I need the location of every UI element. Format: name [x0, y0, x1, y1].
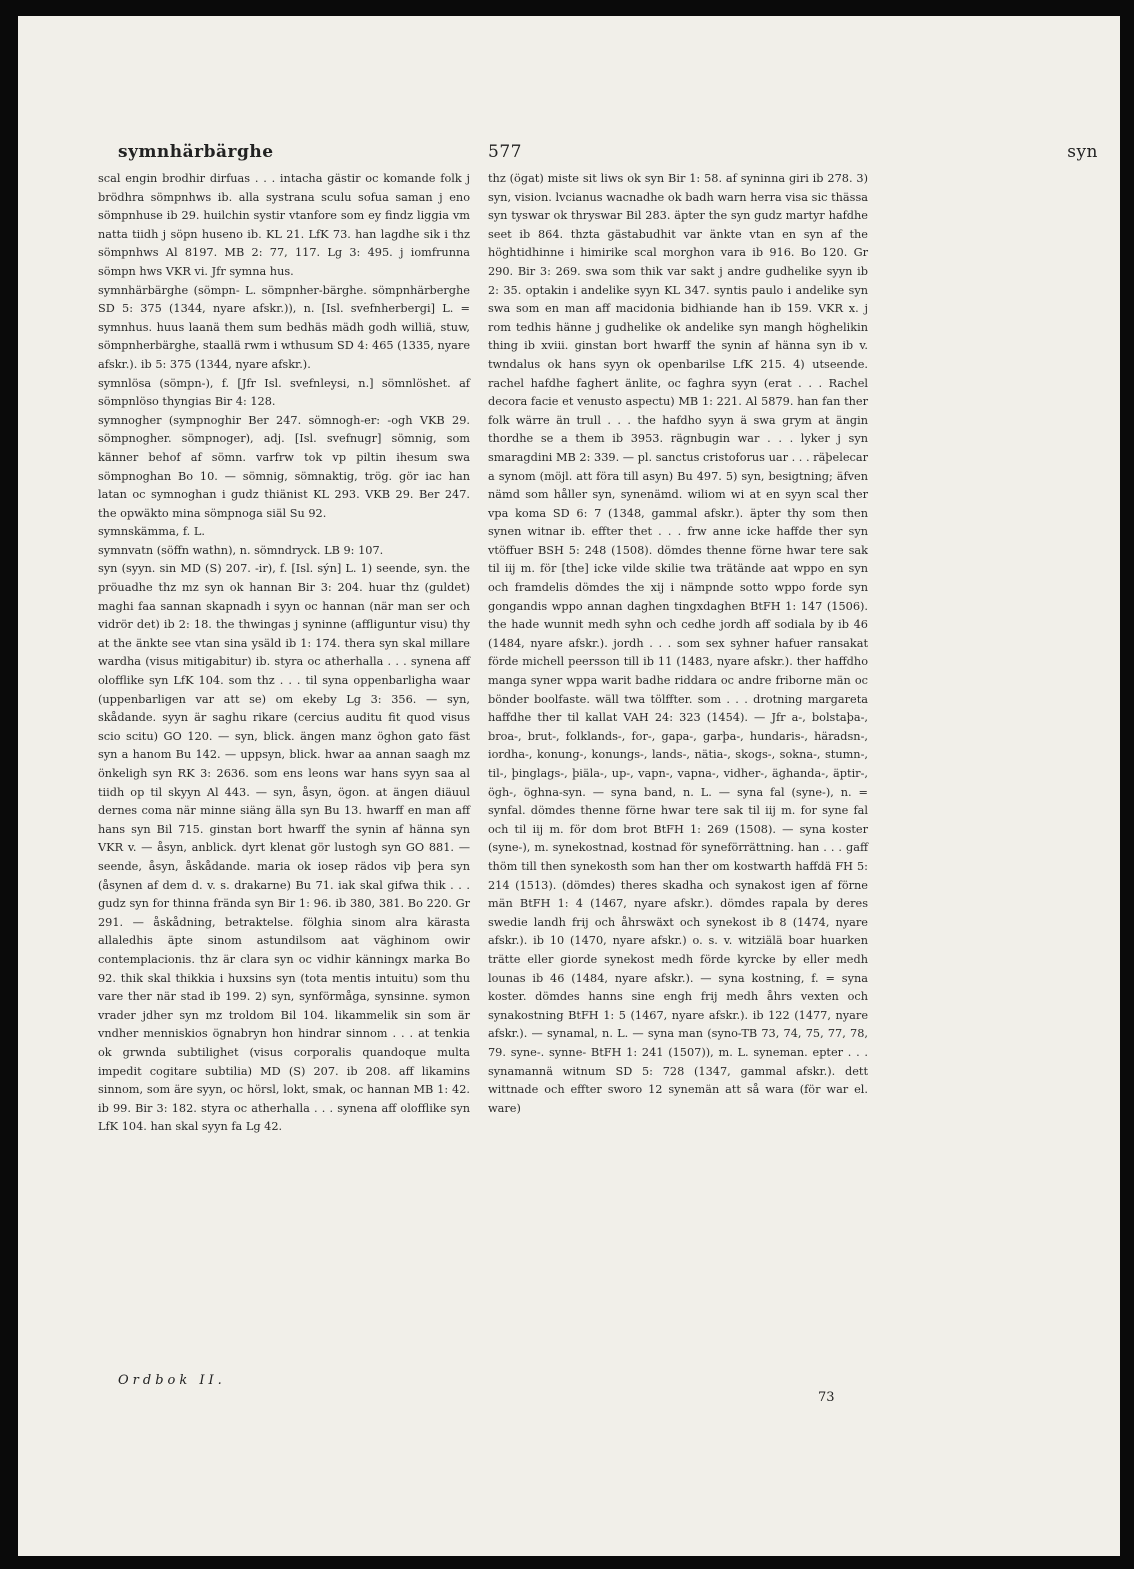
running-head-left: symnhärbärghe — [118, 142, 274, 162]
dictionary-page — [18, 16, 1120, 1556]
running-head-right: syn — [1067, 142, 1098, 162]
entry-paragraph: symnvatn (söffn wathn), n. sömndryck. LB 9: 107. — [98, 543, 384, 557]
page-number: 577 — [488, 142, 522, 162]
signature-mark: Ordbok II. — [118, 1373, 226, 1388]
right-column — [488, 170, 868, 1118]
left-column — [98, 170, 470, 1137]
sheet-number: 73 — [818, 1390, 835, 1405]
entry-paragraph: scal engin brodhir dirfuas . . . intacha gästir oc komande folk j brödhra sömpnhws ib. alla systrana sculu sofua saman j eno sömpnhuse ib 29. huilchin systir vtanfore som ey findz liggia vm natta tiidh j söpn huseno ib. KL 21. LfK 73. han lagdhe sik i thz sömpnhws Al 8197. MB 2: 77, 117. Lg 3: 495. j iomfrunna sömpn hws VKR vi. Jfr symna hus. — [98, 172, 470, 278]
entry-paragraph: symnskämma, f. L. — [98, 525, 205, 539]
entry-paragraph: syn (syyn. sin MD (S) 207. -ir), f. [Isl. sýn] L. 1) seende, syn. the pröuadhe thz mz syn ok hannan Bir 3: 204. huar thz (guldet) maghi faa sannan skapnadh i syyn oc hannan (när man ser och vidrör det) ib 2: 18. the thwingas j syninne (affliguntur visu) thy at the änkte see vtan sina ysäld ib 1: 174. thera syn skal millare wardha (visus mitigabitur) ib. styra oc atherhalla . . . synena aff olofflike syn LfK 104. som thz . . . til syna oppenbarligha waar (uppenbarligen var att se) om ekeby Lg 3: 356. — syn, skådande. syyn är saghu rikare (cercius auditu fit quod visus scio scitu) GO 120. — syn, blick. ängen manz öghon gato fäst syn a hanom Bu 142. — uppsyn, blick. hwar aa annan saagh mz önkeligh syn RK 3: 2636. som ens leons war hans syyn saa al tiidh op til skyyn Al 443. — syn, åsyn, ögon. at ängen diäuul dernes coma när minne siäng älla syn Bu 13. hwarff en man aff hans syn Bil 715. ginstan bort hwarff the synin af hänna syn VKR v. — åsyn, anblick. dyrt klenat gör lustogh syn GO 881. — seende, åsyn, åskådande. maria ok iosep rädos viþ þera syn (åsynen af dem d. v. s. drakarne) Bu 71. iak skal gifwa thik . . . gudz syn for thinna frända syn Bir 1: 96. ib 380, 381. Bo 220. Gr 291. — åskådning, betraktelse. fölghia sinom alra kärasta allaledhis äpte sinom astundilsom aat väghinom owir contemplacionis. thz är clara syn oc vidhir känningx marka Bo 92. thik skal thikkia i huxsins syn (tota mentis intuitu) som thu vare ther när stad ib 199. 2) syn, synförmåga, synsinne. symon vrader jdher syn mz troldom Bil 104. likammelik sin som är vndher menniskios ögnabryn hon hindrar sinnom . . . at tenkia ok grwnda subtilighet (visus corporalis quandoque multa impedit cogitare subtilia) MD (S) 207. ib 208. aff likamins sinnom, som äre syyn, oc hörsl, lokt, smak, oc hannan MB 1: 42. ib 99. Bir 3: 182. styra oc atherhalla . . . synena aff olofflike syn LfK 104. han skal syyn fa Lg 42. — [98, 562, 470, 1134]
entry-paragraph: symnlösa (sömpn-), f. [Jfr Isl. svefnleysi, n.] sömnlöshet. af sömpnlöso thyngias Bir 4: 128. — [98, 376, 470, 409]
entry-paragraph: symnhärbärghe (sömpn- L. sömpnher-bärghe. sömpnhärberghe SD 5: 375 (1344, nyare afskr.)), n. [Isl. svefnherbergi] L. = symnhus. huus laanä them sum bedhäs mädh godh williä, stuw, sömpnherbärghe, staallä rwm i wthusum SD 4: 465 (1335, nyare afskr.). ib 5: 375 (1344, nyare afskr.). — [98, 283, 470, 371]
entry-paragraph: symnogher (sympnoghir Ber 247. sömnogh-er: -ogh VKB 29. sömpnogher. sömpnoger), adj. [Isl. svefnugr] sömnig, som känner behof af sömn. varfrw tok vp piltin ihesum swa sömpnoghan Bo 10. — sömnig, sömnaktig, trög. gör iac han latan oc symnoghan i gudz thiänist KL 293. VKB 29. Ber 247. the opwäkto mina sömpnoga siäl Su 92. — [98, 413, 470, 520]
entry-paragraph: thz (ögat) miste sit liws ok syn Bir 1: 58. af syninna giri ib 278. 3) syn, vision. lvcianus wacnadhe ok badh warn herra visa sic thässa syn tyswar ok thryswar Bil 283. äpter the syn gudz martyr hafdhe seet ib 864. thzta gästabudhit var änkte vtan en syn af the höghtidhinne i himirike scal morghon vara ib 916. Bo 120. Gr 290. Bir 3: 269. swa som thik var sakt j andre gudhelike syyn ib 2: 35. optakin i andelike syyn KL 347. syntis paulo i andelike syn swa som en man aff macidonia bidhiande han ib 159. VKR x. j rom tedhis hänne j gudhelike ok andelike syn mangh höghelikin thing ib xviii. ginstan bort hwarff the synin af hänna syn ib v. twndalus ok hans syyn ok openbarilse LfK 215. 4) utseende. rachel hafdhe faghert änlite, oc faghra syyn (erat . . . Rachel decora facie et venusto aspectu) MB 1: 221. Al 5879. han fan ther folk wärre än trull . . . the hafdho syyn ä swa grym at ängin thordhe se a them ib 3953. rägnbugin war . . . lyker j syn smaragdini MB 2: 339. — pl. sanctus cristoforus uar . . . räþelecar a synom (möjl. att föra till asyn) Bu 497. 5) syn, besigtning; äfven nämd som håller syn, synenämd. wiliom wi at en syyn scal ther vpa koma SD 6: 7 (1348, gammal afskr.). äpter thy som then synen witnar ib. effter thet . . . frw anne icke haffde ther syn vtöffuer BSH 5: 248 (1508). dömdes thenne förne hwar tere sak til iij m. för [the] icke vilde skilie twa trätände aat wppo en syn och framdelis dömdes the xij i nämpnde sotto wppo forde syn gongandis wppo annan daghen tingxdaghen BtFH 1: 147 (1506). the hade wunnit medh syhn och cedhe jordh aff sodiala by ib 46 (1484, nyare afskr.). jordh . . . som sex syhner hafuer ransakat förde michell peersson till ib 11 (1483, nyare afskr.). ther haffdho manga syner wppa warit badhe riddara oc andre friborne män oc bönder boolfaste. wäll twa tölffter. som . . . drotning margareta haffdhe ther til kallat VAH 24: 323 (1454). — Jfr a-, bolstaþa-, broa-, brut-, folklands-, for-, gapa-, garþa-, hundaris-, häradsn-, iordha-, konung-, konungs-, lands-, nätia-, skogs-, sokna-, stumn-, til-, þinglags-, þiäla-, up-, vapn-, vapna-, vidher-, äghanda-, äptir-, ögh-, öghna-syn. — syna band, n. L. — syna fal (syne-), n. = synfal. dömdes thenne förne hwar tere sak til iij m. for syne fal och til iij m. för dom brot BtFH 1: 269 (1508). — syna koster (syne-), m. synekostnad, kostnad för syneförrättning. han . . . gaff thöm till then synekosth som han ther om kostwarth haffdä FH 5: 214 (1513). (dömdes) theres skadha och synakost igen af förne män BtFH 1: 4 (1467, nyare afskr.). dömdes rapala by deres swedie landh frij och åhrswäxt och synekost ib 8 (1474, nyare afskr.). ib 10 (1470, nyare afskr.) o. s. v. witziälä boar huarken trätte eller giorde synekost medh förde kyrcke by eller medh lounas ib 46 (1484, nyare afskr.). — syna kostning, f. = syna koster. dömdes hanns sine engh frij medh åhrs vexten och synakostning BtFH 1: 5 (1467, nyare afskr.). ib 122 (1477, nyare afskr.). — synamal, n. L. — syna man (syno-TB 73, 74, 75, 77, 78, 79. syne-. synne- BtFH 1: 241 (1507)), m. L. syneman. epter . . . synamannä witnum SD 5: 728 (1347, gammal afskr.). dett wittnade och effter sworo 12 synemän att så wara (för war el. ware) — [488, 172, 868, 1115]
